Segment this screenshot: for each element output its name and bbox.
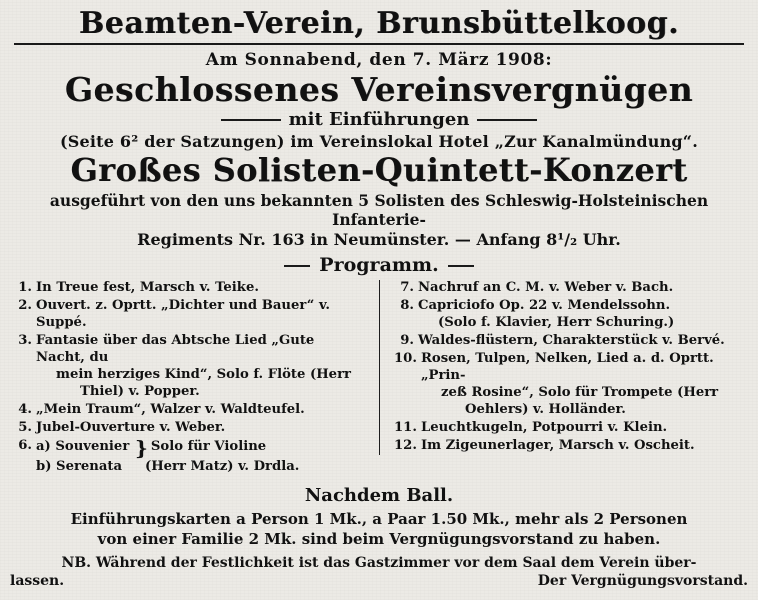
item-number: 7. [400, 280, 414, 296]
program-columns [12, 280, 746, 478]
item-sub-label-b: b) Serenata [36, 459, 123, 475]
dash-left-icon [221, 119, 281, 121]
dash-right-icon [477, 119, 537, 121]
list-item [394, 420, 746, 437]
item-sub-label-a: a) Souvenier [36, 439, 130, 455]
item-subline-a [36, 435, 367, 460]
program-column-right [379, 280, 746, 455]
headline-primary: Geschlossenes Vereinsvergnügen [64, 69, 694, 109]
item-text [36, 435, 367, 478]
item-text [36, 333, 367, 401]
item-number: 11. [394, 419, 417, 435]
item-sub-solo-a: Solo für Violine [150, 439, 267, 455]
item-number: 1. [18, 280, 32, 296]
performers-line-2: Regiments Nr. 163 in Neumünster. — Anfang 8¹/₂ Uhr. [137, 230, 621, 250]
item-text: Im Zigeunerlager, Marsch v. Oscheit. [420, 437, 695, 453]
headline-subtitle-text: mit Einführungen [288, 109, 470, 131]
item-text: Leuchtkugeln, Potpourri v. Klein. [420, 419, 668, 435]
list-item [394, 280, 746, 297]
list-item [12, 333, 367, 401]
list-item [12, 298, 367, 332]
program-heading [10, 254, 748, 276]
brace-icon-2 [132, 458, 145, 478]
footer-row [10, 573, 748, 589]
item-text-line2: zeß Rosine“, Solo für Trompete (Herr [440, 384, 719, 400]
item-text-line1: Rosen, Tulpen, Nelken, Lied a. d. Oprtt. „Prin- [420, 351, 714, 383]
item-text: Nachruf an C. M. v. Weber v. Bach. [418, 280, 674, 296]
item-number: 8. [400, 298, 414, 314]
program-heading-text: Programm. [319, 254, 439, 277]
headline-secondary: Großes Solisten-Quintett-Konzert [70, 151, 688, 190]
price-line-1: Einführungskarten a Person 1 Mk., a Paar 1.50 Mk., mehr als 2 Personen [70, 509, 688, 528]
nb-line-2: lassen. [10, 572, 65, 589]
price-line-2: von einer Familie 2 Mk. sind beim Vergnügungsvorstand zu haben. [97, 530, 661, 548]
list-item [394, 333, 746, 350]
item-number: 10. [394, 351, 417, 367]
after-ball-note: Nachdem Ball. [304, 484, 454, 506]
item-text-line2: (Solo f. Klavier, Herr Schuring.) [438, 315, 675, 331]
item-text: „Mein Traum“, Walzer v. Waldteufel. [36, 401, 305, 417]
item-text: In Treue fest, Marsch v. Teike. [36, 280, 259, 296]
program-column-left [12, 280, 379, 478]
list-item [394, 438, 746, 455]
venue-note: (Seite 6² der Satzungen) im Vereinslokal Hotel „Zur Kanalmündung“. [60, 132, 698, 152]
item-text-line3: Thiel) v. Popper. [80, 383, 200, 399]
item-number: 4. [18, 401, 32, 417]
item-sub-solo-b: (Herr Matz) v. Drdla. [144, 459, 300, 475]
item-text-line1: Capriciofo Op. 22 v. Mendelssohn. [418, 298, 671, 314]
item-text-line2: mein herziges Kind“, Solo f. Flöte (Herr [56, 366, 351, 382]
headline-subtitle [10, 109, 748, 130]
dash-left-icon-2 [284, 265, 310, 267]
list-item [12, 280, 367, 297]
item-text: Waldes-flüstern, Charakterstück v. Bervé. [418, 333, 725, 349]
page-title: Beamten-Verein, Brunsbüttelkoog. [78, 6, 680, 41]
item-number: 6. [18, 437, 32, 453]
item-number: 2. [18, 298, 32, 314]
item-number: 5. [18, 419, 32, 435]
title-divider [14, 43, 745, 45]
signature: Der Vergnügungsvorstand. [537, 572, 748, 589]
item-text: Ouvert. z. Oprtt. „Dichter und Bauer“ v. Suppé. [36, 298, 330, 331]
item-text [421, 351, 746, 419]
item-text [418, 298, 746, 332]
list-item [394, 351, 746, 419]
item-number: 12. [394, 437, 417, 453]
item-text-line3: Oehlers) v. Holländer. [464, 401, 626, 417]
item-text-line1: Fantasie über das Abtsche Lied „Gute Nacht, du [36, 333, 315, 366]
list-item [394, 298, 746, 332]
dash-right-icon-2 [448, 265, 474, 267]
item-number: 9. [400, 333, 414, 349]
item-number: 3. [18, 333, 32, 349]
event-date: Am Sonnabend, den 7. März 1908: [205, 49, 553, 70]
brace-icon: } [135, 435, 148, 460]
list-item [12, 435, 367, 478]
nb-line-1: NB. Während der Festlichkeit ist das Gastzimmer vor dem Saal dem Verein über- [61, 554, 697, 571]
list-item [12, 420, 367, 437]
performers-line-1: ausgeführt von den uns bekannten 5 Solisten des Schleswig-Holsteinischen Infanterie- [49, 190, 709, 230]
list-item [12, 402, 367, 419]
item-subline-b [36, 458, 367, 478]
item-text: Jubel-Ouverture v. Weber. [36, 419, 226, 435]
